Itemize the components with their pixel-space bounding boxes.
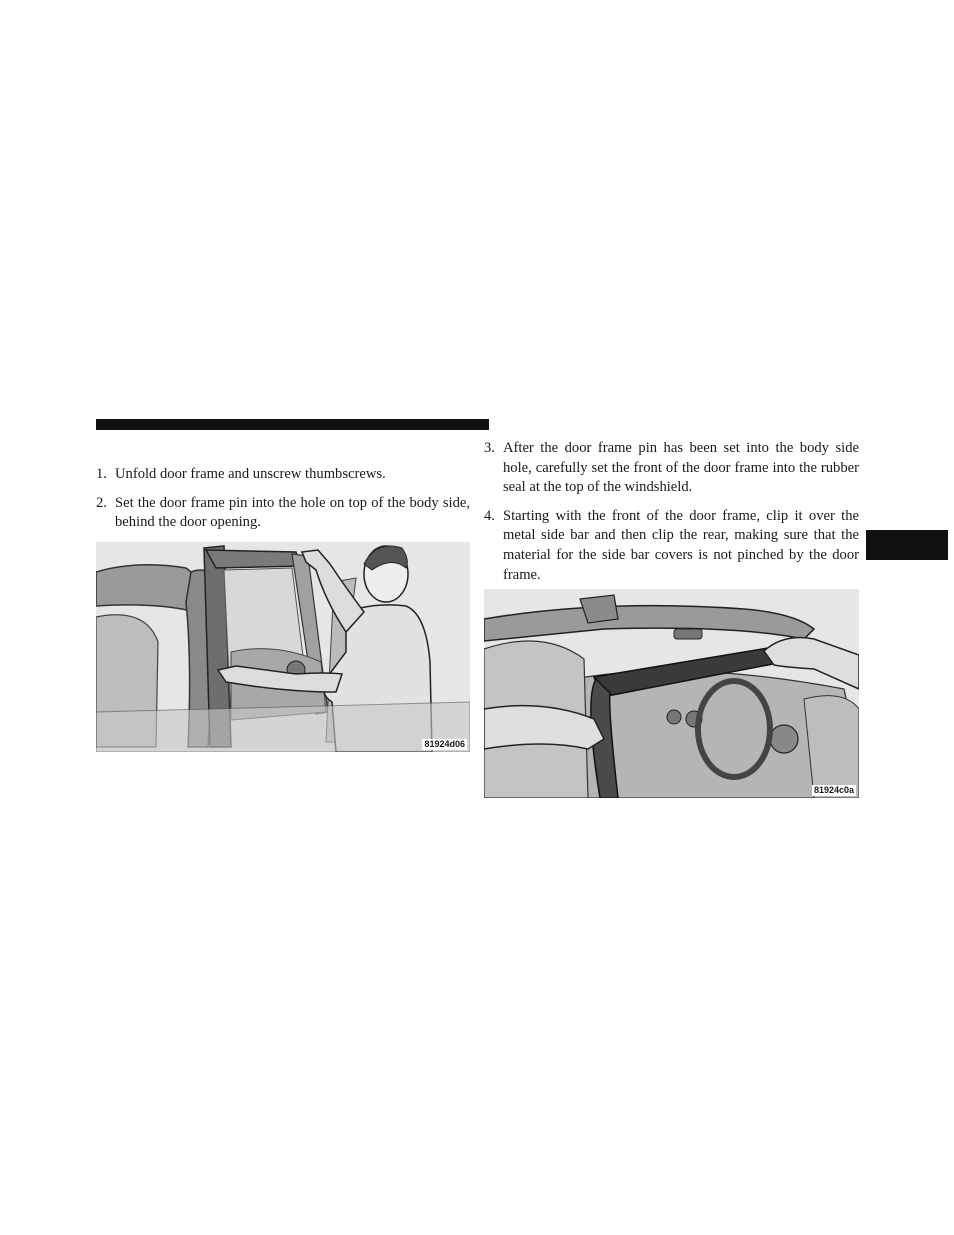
step-text: Unfold door frame and unscrew thumbscrews. <box>115 466 386 482</box>
door-frame-install-illustration <box>96 542 470 752</box>
step-number: 4. <box>484 507 495 524</box>
right-column <box>484 439 859 594</box>
step-3 <box>484 439 859 498</box>
illustration-drawing <box>96 542 470 752</box>
chapter-tab <box>866 530 948 560</box>
door-frame-clip-illustration <box>484 589 859 798</box>
step-number: 3. <box>484 440 495 456</box>
illustration-drawing <box>484 589 859 798</box>
figure-code: 81924c0a <box>813 785 854 795</box>
step-text: After the door frame pin has been set into the body side hole, carefully set the front of the door frame into the rubber seal at the top of the windshield. <box>503 440 859 496</box>
step-2 <box>96 494 470 533</box>
step-text: Set the door frame pin into the hole on top of the body side, behind the door opening. <box>115 494 470 531</box>
section-header-rule <box>96 419 489 430</box>
step-4 <box>484 507 859 585</box>
step-1 <box>96 465 470 485</box>
step-text: Starting with the front of the door frame, clip it over the metal side bar and then clip the rear, making sure that the material for the side bar covers is not pinched by the door frame. <box>503 507 859 583</box>
step-number: 2. <box>96 494 107 511</box>
figure-code: 81924d06 <box>424 739 465 749</box>
step-number: 1. <box>96 466 107 482</box>
left-column <box>96 465 470 542</box>
